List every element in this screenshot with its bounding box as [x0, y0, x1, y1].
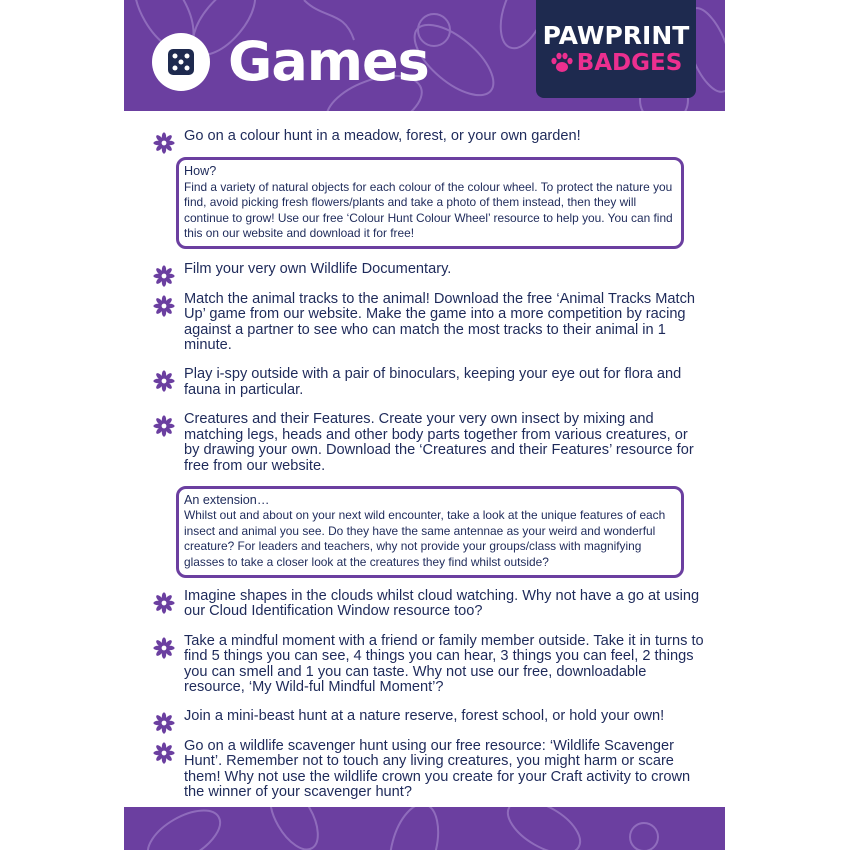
list-item-text: Imagine shapes in the clouds whilst cloud watching. Why not have a go at using our Cloud Identification Window resource too? [184, 587, 700, 620]
logo-bottom-row [550, 51, 683, 75]
flower-bullet-icon [153, 132, 175, 158]
flower-bullet-icon [153, 712, 175, 738]
list-item-text: Go on a colour hunt in a meadow, forest, or your own garden! [184, 128, 581, 144]
list-item [124, 412, 725, 474]
list-item [124, 292, 725, 354]
flower-bullet-icon [153, 592, 175, 618]
list-item [124, 262, 725, 277]
flower-bullet-icon [153, 415, 175, 441]
footer-flower-decoration [124, 807, 725, 850]
list-item-text: Film your very own Wildlife Documentary. [184, 261, 452, 278]
box-heading: How? [184, 164, 217, 179]
games-list [124, 123, 725, 800]
flower-bullet-icon [153, 265, 175, 291]
flower-bullet-icon [153, 370, 175, 396]
title-group [152, 30, 429, 93]
list-item-text: Take a mindful moment with a friend or family member outside. Take it in turns to find 5 things you can see, 4 things you can hear, 3 things you can feel, 2 things you can smell and 1 you can taste. Why not use our free, downloadable resource, ‘My Wild-ful Mindful Moment’? [184, 632, 704, 695]
flower-bullet-icon [153, 742, 175, 768]
list-item-text: Creatures and their Features. Create your very own insect by mixing and matching legs, heads and other body parts together from various creatures, or by drawing your own. Download the ‘Creatures and their Features’ resource for free from our website. [184, 411, 694, 474]
box-text: Find a variety of natural objects for each colour of the colour wheel. To protect the nature you find, avoid picking fresh flowers/plants and take a photo of them instead, then they will continue to grow! Use our free ‘Colour Hunt Colour Wheel’ resource to help you. You can find this on our website and download it for free! [184, 179, 673, 241]
list-item-text: Go on a wildlife scavenger hunt using our free resource: ‘Wildlife Scavenger Hunt’. Remember not to touch any living creatures, you might harm or scare them! Why not use the wildlife crown you create for your Craft activity to crown the winner of your scavenger hunt? [184, 737, 691, 800]
flower-bullet-icon [153, 295, 175, 321]
extension-box [176, 486, 684, 578]
list-item-text: Match the animal tracks to the animal! Download the free ‘Animal Tracks Match Up’ game from our website. Make the game into a more competition by racing against a partner to see who can match the most tracks to their animal in 1 minute. [184, 290, 696, 354]
list-item-text: Join a mini-beast hunt at a nature reserve, forest school, or hold your own! [184, 708, 665, 725]
list-item [124, 709, 725, 724]
header-banner [124, 0, 725, 111]
list-item [124, 129, 725, 144]
logo-text-bottom: BADGES [576, 50, 683, 76]
page-title: Games [228, 30, 429, 93]
box-text: Whilst out and about on your next wild encounter, take a look at the unique features of each insect and animal you see. Do they have the same antennae as your weird and wonderful creature? For leaders and teachers, why not provide your groups/class with magnifying glasses to take a closer look at the creatures they find whilst outside? [184, 508, 666, 569]
box-heading: An extension… [184, 492, 270, 507]
paw-icon [550, 52, 574, 74]
how-box [176, 157, 684, 249]
footer-banner [124, 807, 725, 850]
games-page [124, 0, 725, 850]
list-item [124, 634, 725, 696]
pawprint-badges-logo [536, 0, 696, 98]
logo-text-top: PAWPRINT [542, 21, 690, 50]
list-item [124, 739, 725, 801]
flower-bullet-icon [153, 637, 175, 663]
list-item [124, 589, 725, 620]
list-item [124, 367, 725, 398]
list-item-text: Play i-spy outside with a pair of binoculars, keeping your eye out for flora and fauna in particular. [184, 366, 682, 398]
dice-icon [152, 33, 210, 91]
